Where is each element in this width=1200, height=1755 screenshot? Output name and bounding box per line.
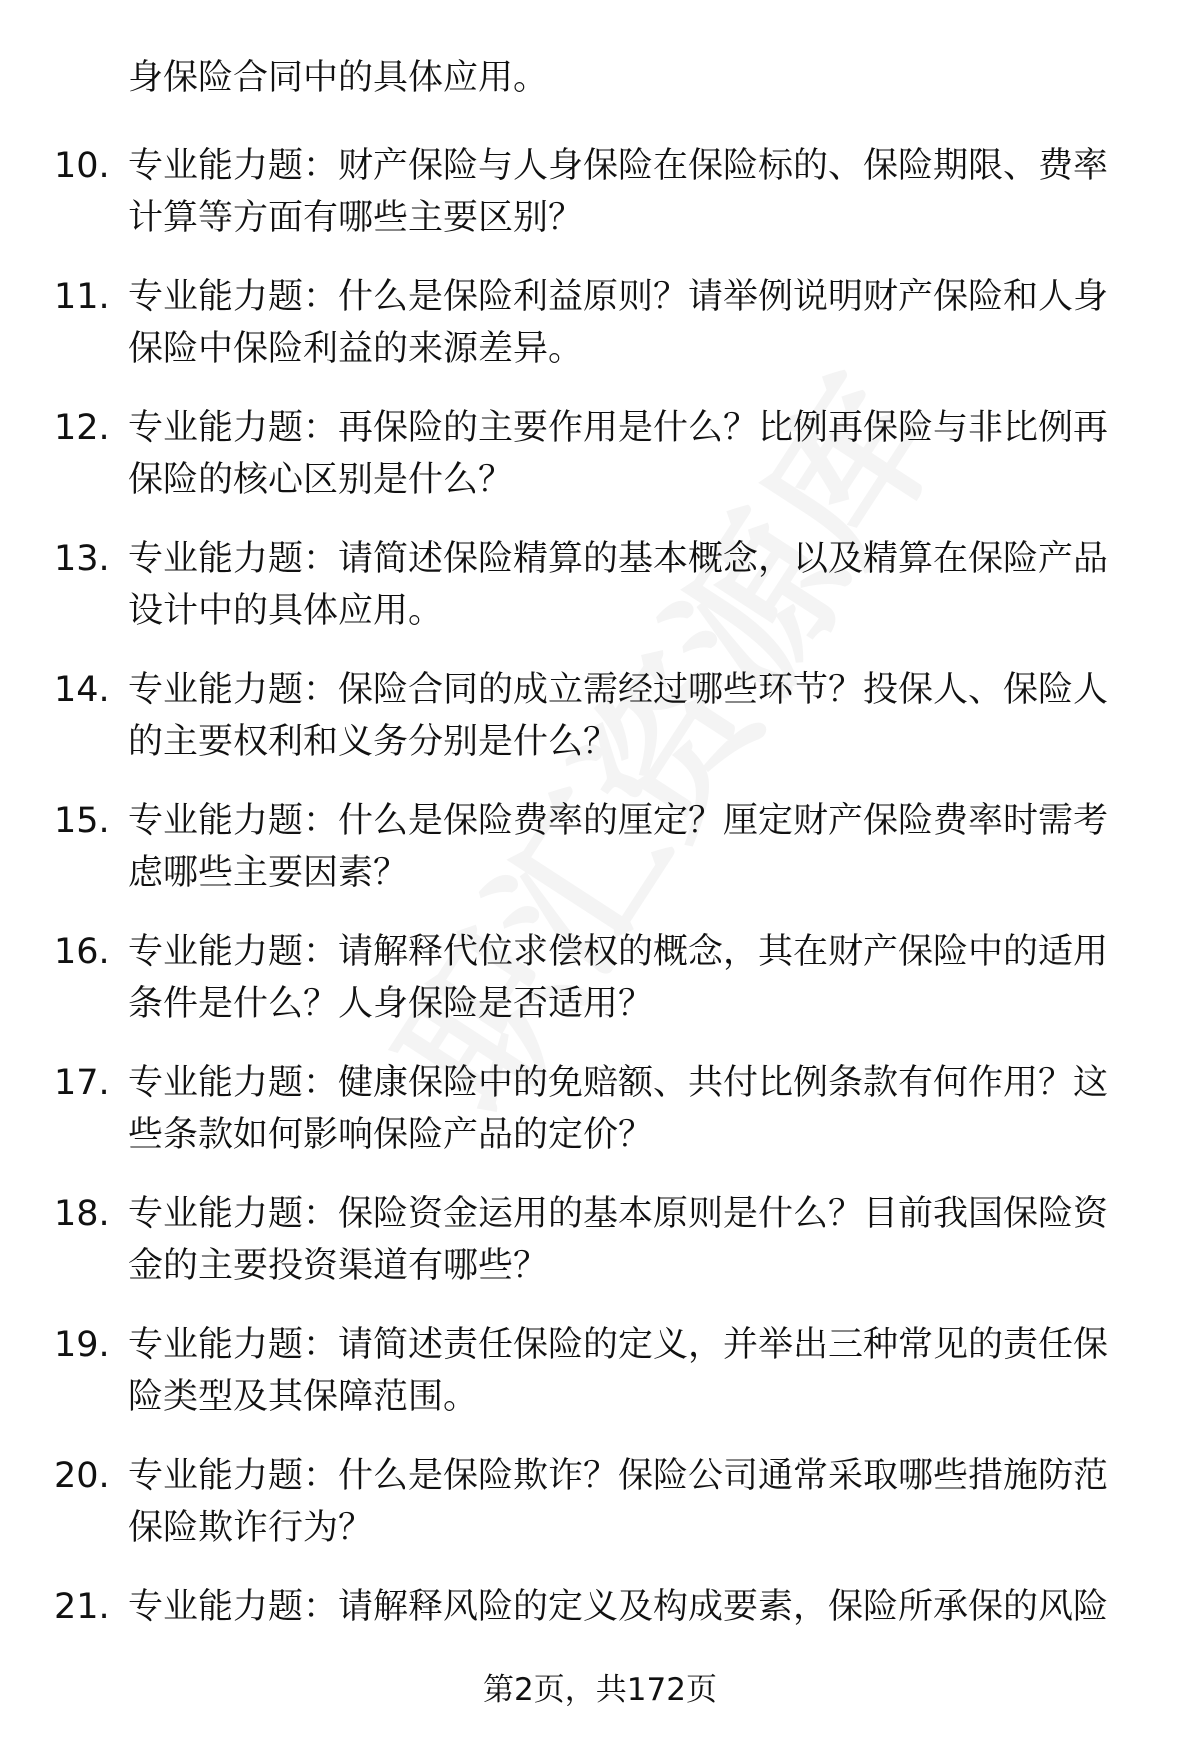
question-text: [128, 795, 1138, 899]
question-line: 专业能力题：保险合同的成立需经过哪些环节？投保人、保险人: [128, 670, 1109, 710]
question-item: [0, 533, 1200, 664]
question-line: 计算等方面有哪些主要区别？: [128, 198, 584, 238]
question-number: 14.: [54, 670, 110, 710]
question-text: [128, 533, 1138, 637]
question-number: 15.: [54, 801, 110, 841]
question-number: 13.: [54, 539, 110, 579]
question-line: 险类型及其保障范围。: [128, 1377, 479, 1417]
question-item: [0, 664, 1200, 795]
question-line: 设计中的具体应用。: [128, 591, 444, 631]
question-line: 保险欺诈行为？: [128, 1508, 374, 1548]
question-item: [0, 1450, 1200, 1581]
question-item: [0, 795, 1200, 926]
question-text: [128, 1581, 1138, 1633]
continuation-text: 身保险合同中的具体应用。: [128, 58, 549, 98]
question-number: 20.: [54, 1456, 110, 1496]
question-number: 12.: [54, 408, 110, 448]
question-number: 21.: [54, 1587, 110, 1627]
question-line: 专业能力题：再保险的主要作用是什么？比例再保险与非比例再: [128, 408, 1109, 448]
question-line: 专业能力题：什么是保险费率的厘定？厘定财产保险费率时需考: [128, 801, 1109, 841]
question-number: 18.: [54, 1194, 110, 1234]
question-line: 保险中保险利益的来源差异。: [128, 329, 584, 369]
question-number: 19.: [54, 1325, 110, 1365]
question-item: [0, 1319, 1200, 1450]
question-line: 专业能力题：请解释代位求偿权的概念，其在财产保险中的适用: [128, 932, 1109, 972]
question-item: [0, 926, 1200, 1057]
question-line: 金的主要投资渠道有哪些？: [128, 1246, 549, 1286]
question-item: [0, 1188, 1200, 1319]
question-line: 专业能力题：请简述责任保险的定义，并举出三种常见的责任保: [128, 1325, 1109, 1365]
question-line: 专业能力题：什么是保险利益原则？请举例说明财产保险和人身: [128, 277, 1109, 317]
question-line: 专业能力题：健康保险中的免赔额、共付比例条款有何作用？这: [128, 1063, 1109, 1103]
question-list: [0, 140, 1200, 1712]
question-line: 专业能力题：请解释风险的定义及构成要素，保险所承保的风险: [128, 1587, 1109, 1627]
question-line: 保险的核心区别是什么？: [128, 460, 514, 500]
question-number: 17.: [54, 1063, 110, 1103]
question-line: 专业能力题：财产保险与人身保险在保险标的、保险期限、费率: [128, 146, 1109, 186]
question-line: 条件是什么？人身保险是否适用？: [128, 984, 654, 1024]
question-line: 的主要权利和义务分别是什么？: [128, 722, 619, 762]
question-item: [0, 402, 1200, 533]
question-text: [128, 1319, 1138, 1423]
question-text: [128, 926, 1138, 1030]
question-text: [128, 1188, 1138, 1292]
question-line: 专业能力题：什么是保险欺诈？保险公司通常采取哪些措施防范: [128, 1456, 1109, 1496]
question-number: 10.: [54, 146, 110, 186]
question-line: 些条款如何影响保险产品的定价？: [128, 1115, 654, 1155]
question-item: [0, 140, 1200, 271]
question-text: [128, 1450, 1138, 1554]
question-line: 专业能力题：保险资金运用的基本原则是什么？目前我国保险资: [128, 1194, 1109, 1234]
question-text: [128, 140, 1138, 244]
question-line: 虑哪些主要因素？: [128, 853, 409, 893]
question-text: [128, 664, 1138, 768]
question-item: [0, 271, 1200, 402]
question-line: 专业能力题：请简述保险精算的基本概念，以及精算在保险产品: [128, 539, 1109, 579]
question-text: [128, 1057, 1138, 1161]
page-number: 第2页，共172页: [483, 1672, 717, 1708]
question-item: [0, 1057, 1200, 1188]
question-number: 16.: [54, 932, 110, 972]
question-number: 11.: [54, 277, 110, 317]
question-text: [128, 271, 1138, 375]
question-text: [128, 402, 1138, 506]
